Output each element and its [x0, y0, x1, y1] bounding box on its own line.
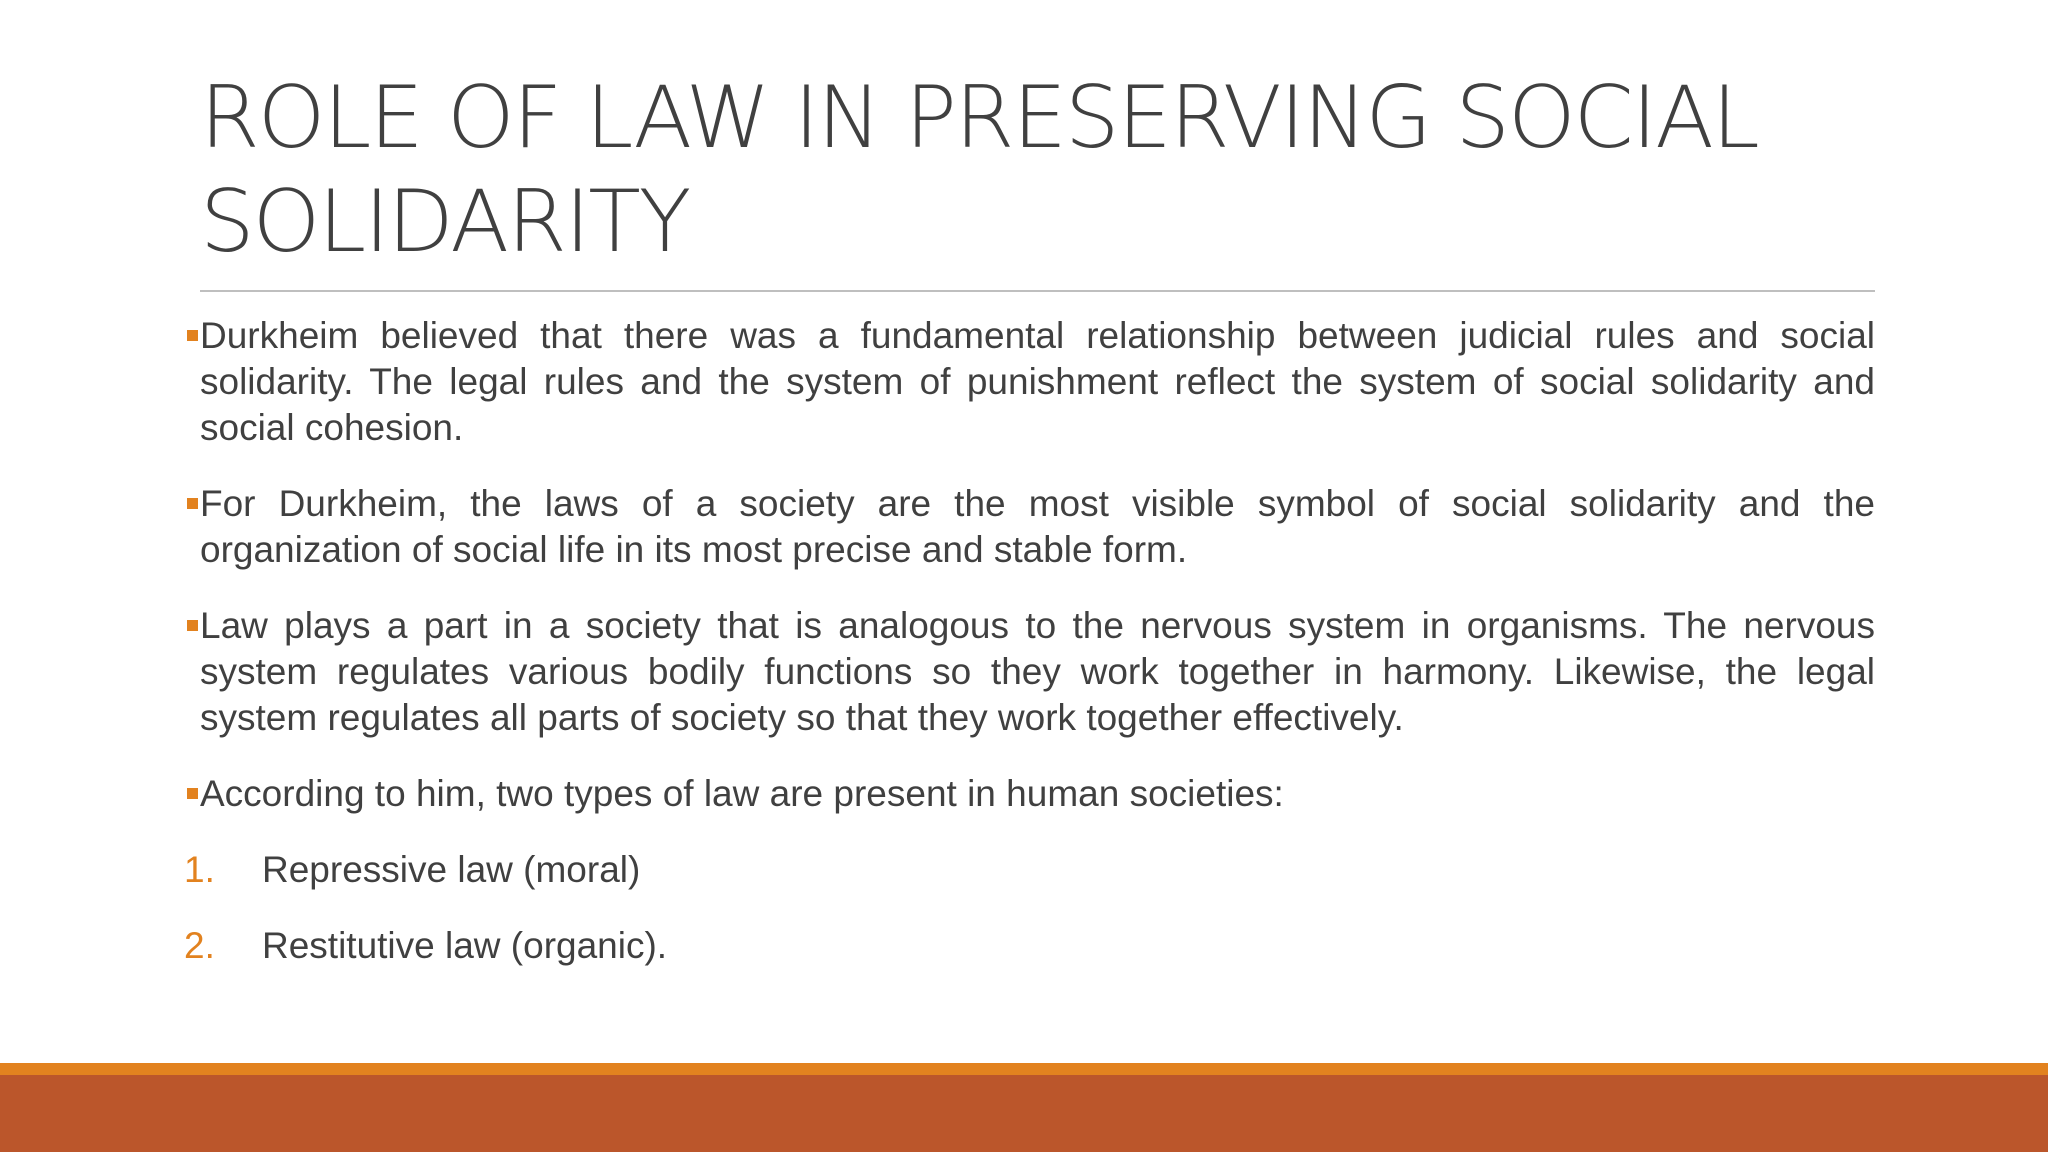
bullet-text: According to him, two types of law are present in human societies: [200, 773, 1284, 814]
bullet-item [183, 481, 1875, 573]
bullet-item [183, 771, 1875, 817]
numbered-text: Restitutive law (organic). [262, 925, 668, 966]
slide-title: ROLE OF LAW IN PRESERVING SOCIAL SOLIDARITY [200, 68, 1758, 272]
square-bullet-icon [187, 788, 198, 799]
bullet-text: Durkheim believed that there was a fundamental relationship between judicial rules and social solidarity. The legal rules and the system of punishment reflect the system of social solidarity and social cohesion. [200, 315, 1875, 448]
numbered-item [183, 923, 1875, 969]
bullet-item [183, 313, 1875, 451]
square-bullet-icon [187, 620, 198, 631]
list-number: 2. [184, 925, 215, 966]
bullet-text: Law plays a part in a society that is analogous to the nervous system in organisms. The nervous system regulates various bodily functions so they work together in harmony. Likewise, the legal system regulates all parts of society so that they work together effectively. [200, 605, 1875, 738]
square-bullet-icon [187, 330, 198, 341]
title-divider [200, 290, 1875, 292]
numbered-item [183, 847, 1875, 893]
bullet-item [183, 603, 1875, 741]
list-number: 1. [184, 849, 215, 890]
bullet-text: For Durkheim, the laws of a society are the most visible symbol of social solidarity and the organization of social life in its most precise and stable form. [200, 483, 1875, 570]
footer-band [0, 1075, 2048, 1152]
footer-accent-stripe [0, 1063, 2048, 1075]
slide-body [183, 313, 1875, 999]
numbered-text: Repressive law (moral) [262, 849, 641, 890]
square-bullet-icon [187, 498, 198, 509]
